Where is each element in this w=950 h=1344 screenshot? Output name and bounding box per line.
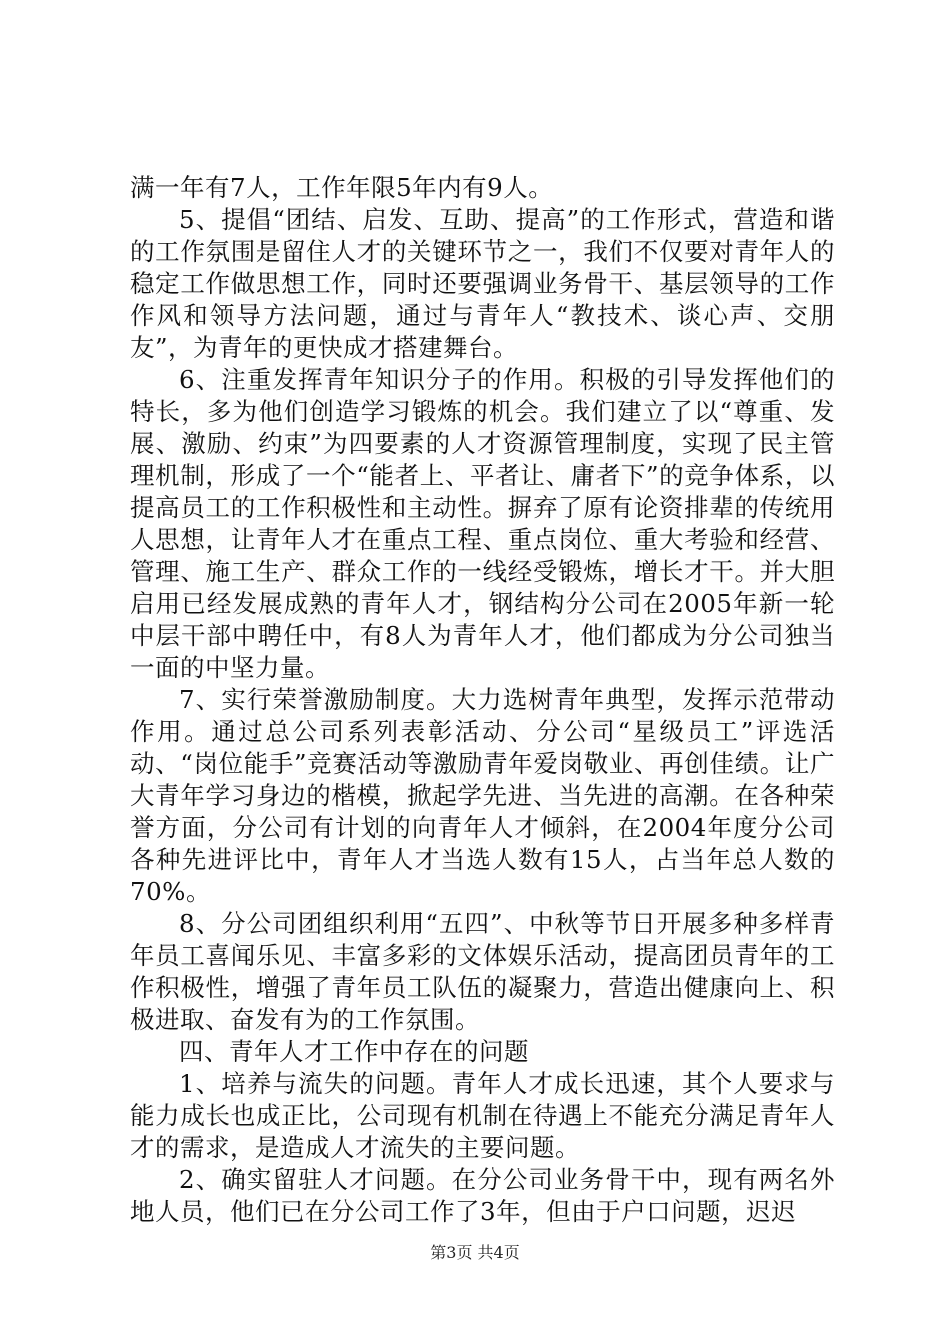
- paragraph-item-8: 8、分公司团组织利用“五四”、中秋等节日开展多种多样青年员工喜闻乐见、丰富多彩的文体娱乐活动，提高团员青年的工作积极性，增强了青年员工队伍的凝聚力，营造出健康向上、积极进取、奋发有为的工作氛围。: [130, 909, 835, 1034]
- paragraph-problem-1: 1、培养与流失的问题。青年人才成长迅速，其个人要求与能力成长也成正比，公司现有机制在待遇上不能充分满足青年人才的需求，是造成人才流失的主要问题。: [130, 1069, 835, 1162]
- paragraph-item-6: 6、注重发挥青年知识分子的作用。积极的引导发挥他们的特长，多为他们创造学习锻炼的机会。我们建立了以“尊重、发展、激励、约束”为四要素的人才资源管理制度，实现了民主管理机制，形成了一个“能者上、平者让、庸者下”的竞争体系，以提高员工的工作积极性和主动性。摒弃了原有论资排辈的传统用人思想，让青年人才在重点工程、重点岗位、重大考验和经营、管理、施工生产、群众工作的一线经受锻炼，增长才干。并大胆启用已经发展成熟的青年人才，钢结构分公司在2005年新一轮中层干部中聘任中，有8人为青年人才，他们都成为分公司独当一面的中坚力量。: [130, 365, 835, 682]
- paragraph-item-5: 5、提倡“团结、启发、互助、提高”的工作形式，营造和谐的工作氛围是留住人才的关键环节之一，我们不仅要对青年人的稳定工作做思想工作，同时还要强调业务骨干、基层领导的工作作风和领导方法问题，通过与青年人“教技术、谈心声、交朋友”，为青年的更快成才搭建舞台。: [130, 205, 835, 362]
- paragraph-problem-2: 2、确实留驻人才问题。在分公司业务骨干中，现有两名外地人员，他们已在分公司工作了3年，但由于户口问题，迟迟: [130, 1165, 835, 1226]
- paragraph-item-7: 7、实行荣誉激励制度。大力选树青年典型，发挥示范带动作用。通过总公司系列表彰活动、分公司“星级员工”评选活动、“岗位能手”竞赛活动等激励青年爱岗敬业、再创佳绩。让广大青年学习身边的楷模，掀起学先进、当先进的高潮。在各种荣誉方面，分公司有计划的向青年人才倾斜，在2004年度分公司各种先进评比中，青年人才当选人数有15人，占当年总人数的70%。: [130, 685, 835, 906]
- page-footer: [0, 1243, 950, 1263]
- paragraph-continuation: 满一年有7人，工作年限5年内有9人。: [130, 173, 554, 202]
- document-body: [130, 172, 835, 1228]
- page-number-label: 第3页 共4页: [430, 1243, 520, 1262]
- section-heading-4: 四、青年人才工作中存在的问题: [179, 1037, 529, 1066]
